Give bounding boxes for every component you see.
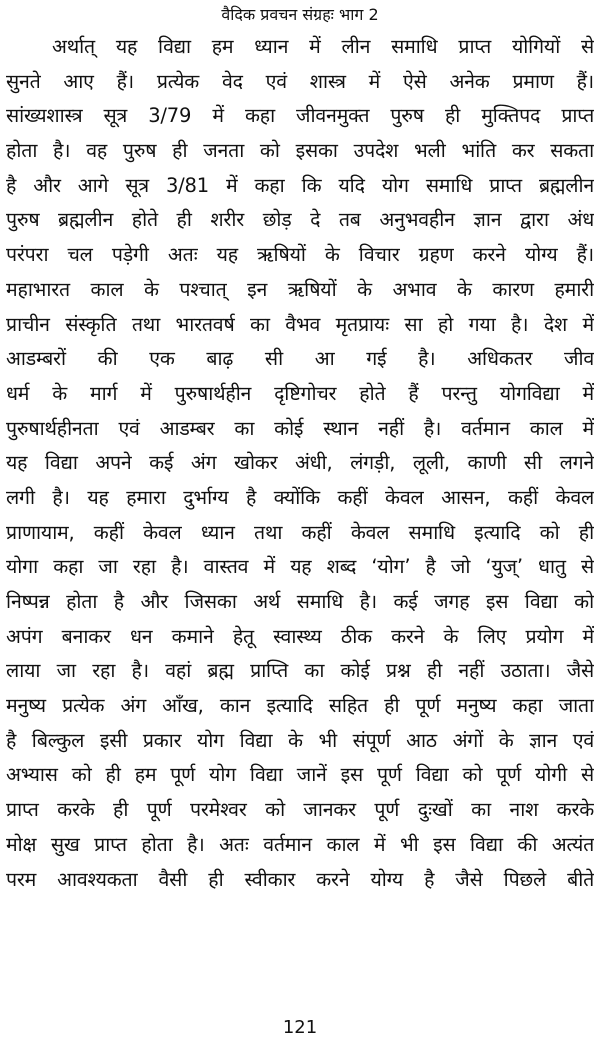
text-line: सुनते आए हैं। प्रत्येक वेद एवं शास्त्र में ऐसे अनेक प्रमाण हैं। [6,69,594,93]
text-line: प्राणायाम, कहीं केवल ध्यान तथा कहीं केवल समाधि इत्यादि को ही [6,520,594,544]
text-line: महाभारत काल के पश्चात् इन ऋषियों के अभाव के कारण हमारी [6,277,594,301]
page-number: 121 [282,1017,318,1038]
text-line: पुरुषार्थहीनता एवं आडम्बर का कोई स्थान नहीं है। वर्तमान काल में [6,416,594,440]
running-header: वैदिक प्रवचन संग्रहः भाग 2 [221,5,379,24]
text-line: परम आवश्यकता वैसी ही स्वीकार करने योग्य है जैसे पिछले बीते [6,867,594,891]
text-line: मोक्ष सुख प्राप्त होता है। अतः वर्तमान काल में भी इस विद्या की अत्यंत [6,832,594,856]
text-line: अर्थात् यह विद्या हम ध्यान में लीन समाधि प्राप्त योगियों से [52,35,594,58]
text-line: अपंग बनाकर धन कमाने हेतू स्वास्थ्य ठीक करने के लिए प्रयोग में [6,624,594,648]
text-line: आडम्बरों की एक बाढ़ सी आ गई है। अधिकतर जीव [6,347,594,371]
text-line: यह विद्या अपने कई अंग खोकर अंधी, लंगड़ी, लूली, काणी सी लगने [6,451,594,475]
text-line: धर्म के मार्ग में पुरुषार्थहीन दृष्टिगोचर होते हैं परन्तु योगविद्या में [6,381,594,405]
text-line: योगा कहा जा रहा है। वास्तव में यह शब्द ‘योग’ है जो ‘युज्’ धातु से [6,555,594,579]
body-paragraph [6,30,594,897]
text-line: परंपरा चल पड़ेगी अतः यह ऋषियों के विचार ग्रहण करने योग्य हैं। [6,243,594,267]
text-line: मनुष्य प्रत्येक अंग आँख, कान इत्यादि सहित ही पूर्ण मनुष्य कहा जाता [6,694,594,718]
text-line: अभ्यास को ही हम पूर्ण योग विद्या जानें इस पूर्ण विद्या को पूर्ण योगी से [6,763,594,787]
text-line: प्राचीन संस्कृति तथा भारतवर्ष का वैभव मृतप्रायः सा हो गया है। देश में [6,312,594,336]
text-line: पुरुष ब्रह्मलीन होते ही शरीर छोड़ दे तब अनुभवहीन ज्ञान द्वारा अंध [6,208,594,232]
text-line: है और आगे सूत्र 3/81 में कहा कि यदि योग समाधि प्राप्त ब्रह्मलीन [6,173,594,197]
text-line: लगी है। यह हमारा दुर्भाग्य है क्योंकि कहीं केवल आसन, कहीं केवल [6,485,594,509]
text-line: लाया जा रहा है। वहां ब्रह्म प्राप्ति का कोई प्रश्न ही नहीं उठाता। जैसे [6,659,594,683]
text-line: प्राप्त करके ही पूर्ण परमेश्वर को जानकर पूर्ण दुःखों का नाश करके [6,798,594,822]
text-line: होता है। वह पुरुष ही जनता को इसका उपदेश भली भांति कर सकता [6,139,594,163]
text-line: निष्पन्न होता है और जिसका अर्थ समाधि है। कई जगह इस विद्या को [6,590,594,613]
text-line: सांख्यशास्त्र सूत्र 3/79 में कहा जीवनमुक्त पुरुष ही मुक्तिपद प्राप्त [6,104,594,128]
text-line: है बिल्कुल इसी प्रकार योग विद्या के भी संपूर्ण आठ अंगों के ज्ञान एवं [6,728,594,752]
